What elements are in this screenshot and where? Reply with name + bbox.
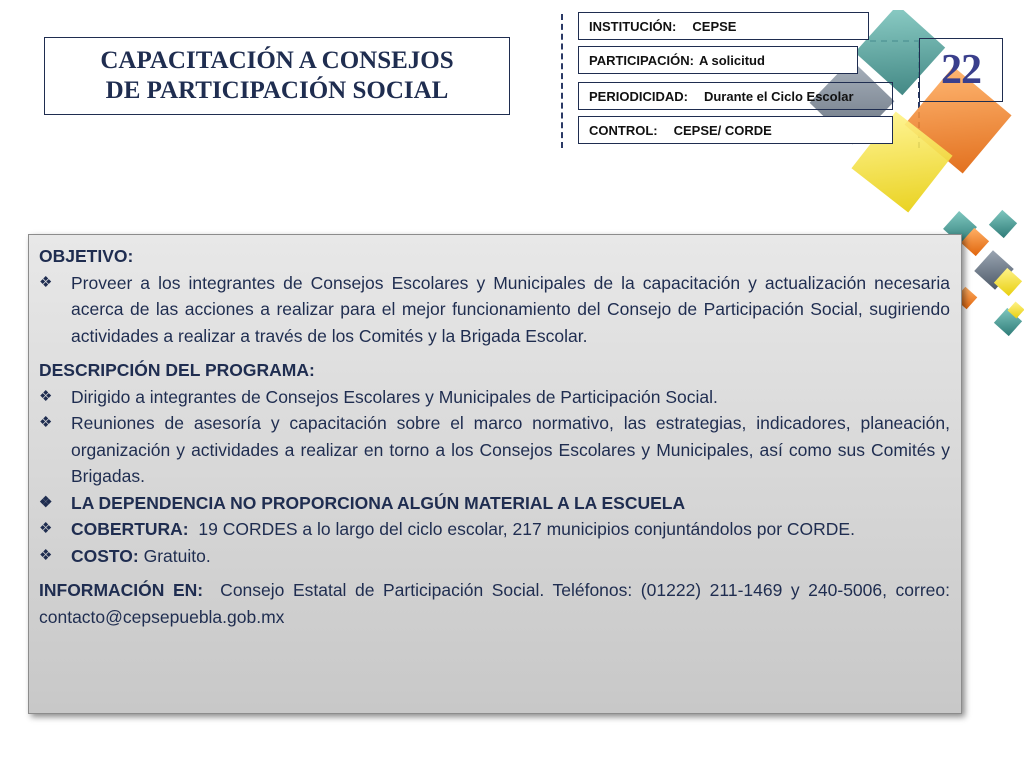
diamond-bullet-icon: ❖ <box>39 520 53 537</box>
objetivo-heading: OBJETIVO: <box>39 246 134 266</box>
objetivo-text: Proveer a los integrantes de Consejos Escolares y Municipales de la capacitación y actualización necesaria acerca de las acciones a realizar para el mejor funcionamiento del Consejo de Participación Social, sugiriendo actividades a realizar a través de los Comités y la Brigada Escolar. <box>71 272 950 346</box>
info-periodicidad-value: Durante el Ciclo Escolar <box>703 88 854 104</box>
info-institucion-label: INSTITUCIÓN: <box>589 18 677 34</box>
info-control-value: CEPSE/ CORDE <box>673 122 772 138</box>
no-material-notice: LA DEPENDENCIA NO PROPORCIONA ALGÚN MATERIAL A LA ESCUELA <box>71 492 686 513</box>
dashed-guide-left <box>561 14 563 148</box>
info-control <box>578 116 893 144</box>
content-panel <box>28 234 962 714</box>
descripcion-heading: DESCRIPCIÓN DEL PROGRAMA: <box>39 360 315 380</box>
informacion-label: INFORMACIÓN EN: <box>39 580 204 600</box>
descripcion-item-text: Reuniones de asesoría y capacitación sobre el marco normativo, las estrategias, indicadores, planeación, organización y actividades a realizar en torno a los Consejos Escolares y Municipales, así como sus Comités y Brigadas. <box>71 413 950 486</box>
info-periodicidad-label: PERIODICIDAD: <box>589 88 688 104</box>
descripcion-item <box>39 384 950 411</box>
objetivo-item <box>39 270 950 350</box>
descripcion-item-text: Dirigido a integrantes de Consejos Escolares y Municipales de Participación Social. <box>71 386 718 407</box>
diamond-bullet-icon: ❖ <box>39 493 53 511</box>
info-participacion-value: A solicitud <box>698 52 765 68</box>
info-participacion-label: PARTICIPACIÓN: <box>589 52 694 68</box>
costo-item <box>39 543 950 570</box>
info-participacion <box>578 46 858 74</box>
informacion-paragraph <box>39 577 955 630</box>
costo-text: Gratuito. <box>138 545 211 566</box>
info-institucion <box>578 12 869 40</box>
cobertura-text: 19 CORDES a lo largo del ciclo escolar, 217 municipios conjuntándolos por CORDE. <box>188 519 855 539</box>
info-control-label: CONTROL: <box>589 122 658 138</box>
info-periodicidad <box>578 82 893 110</box>
descripcion-item <box>39 410 950 490</box>
diamond-bullet-icon: ❖ <box>39 387 53 405</box>
cobertura-item <box>39 516 950 543</box>
page-number: 22 <box>919 38 1003 102</box>
cobertura-label: COBERTURA: <box>71 519 189 539</box>
diamond-bullet-icon: ❖ <box>39 546 53 564</box>
diamond-bullet-icon: ❖ <box>39 414 53 431</box>
page-title-line2: DE PARTICIPACIÓN SOCIAL <box>105 77 449 104</box>
page-title <box>44 37 510 115</box>
informacion-text: Consejo Estatal de Participación Social. Teléfonos: (01222) 211-1469 y 240-5006, correo: contacto@cepsepuebla.gob.mx <box>39 580 955 627</box>
info-institucion-value: CEPSE <box>692 18 737 34</box>
page-title-line1: CAPACITACIÓN A CONSEJOS <box>100 47 454 74</box>
diamond-bullet-icon: ❖ <box>39 273 53 291</box>
costo-label: COSTO: <box>71 545 139 566</box>
descripcion-item <box>39 490 950 517</box>
